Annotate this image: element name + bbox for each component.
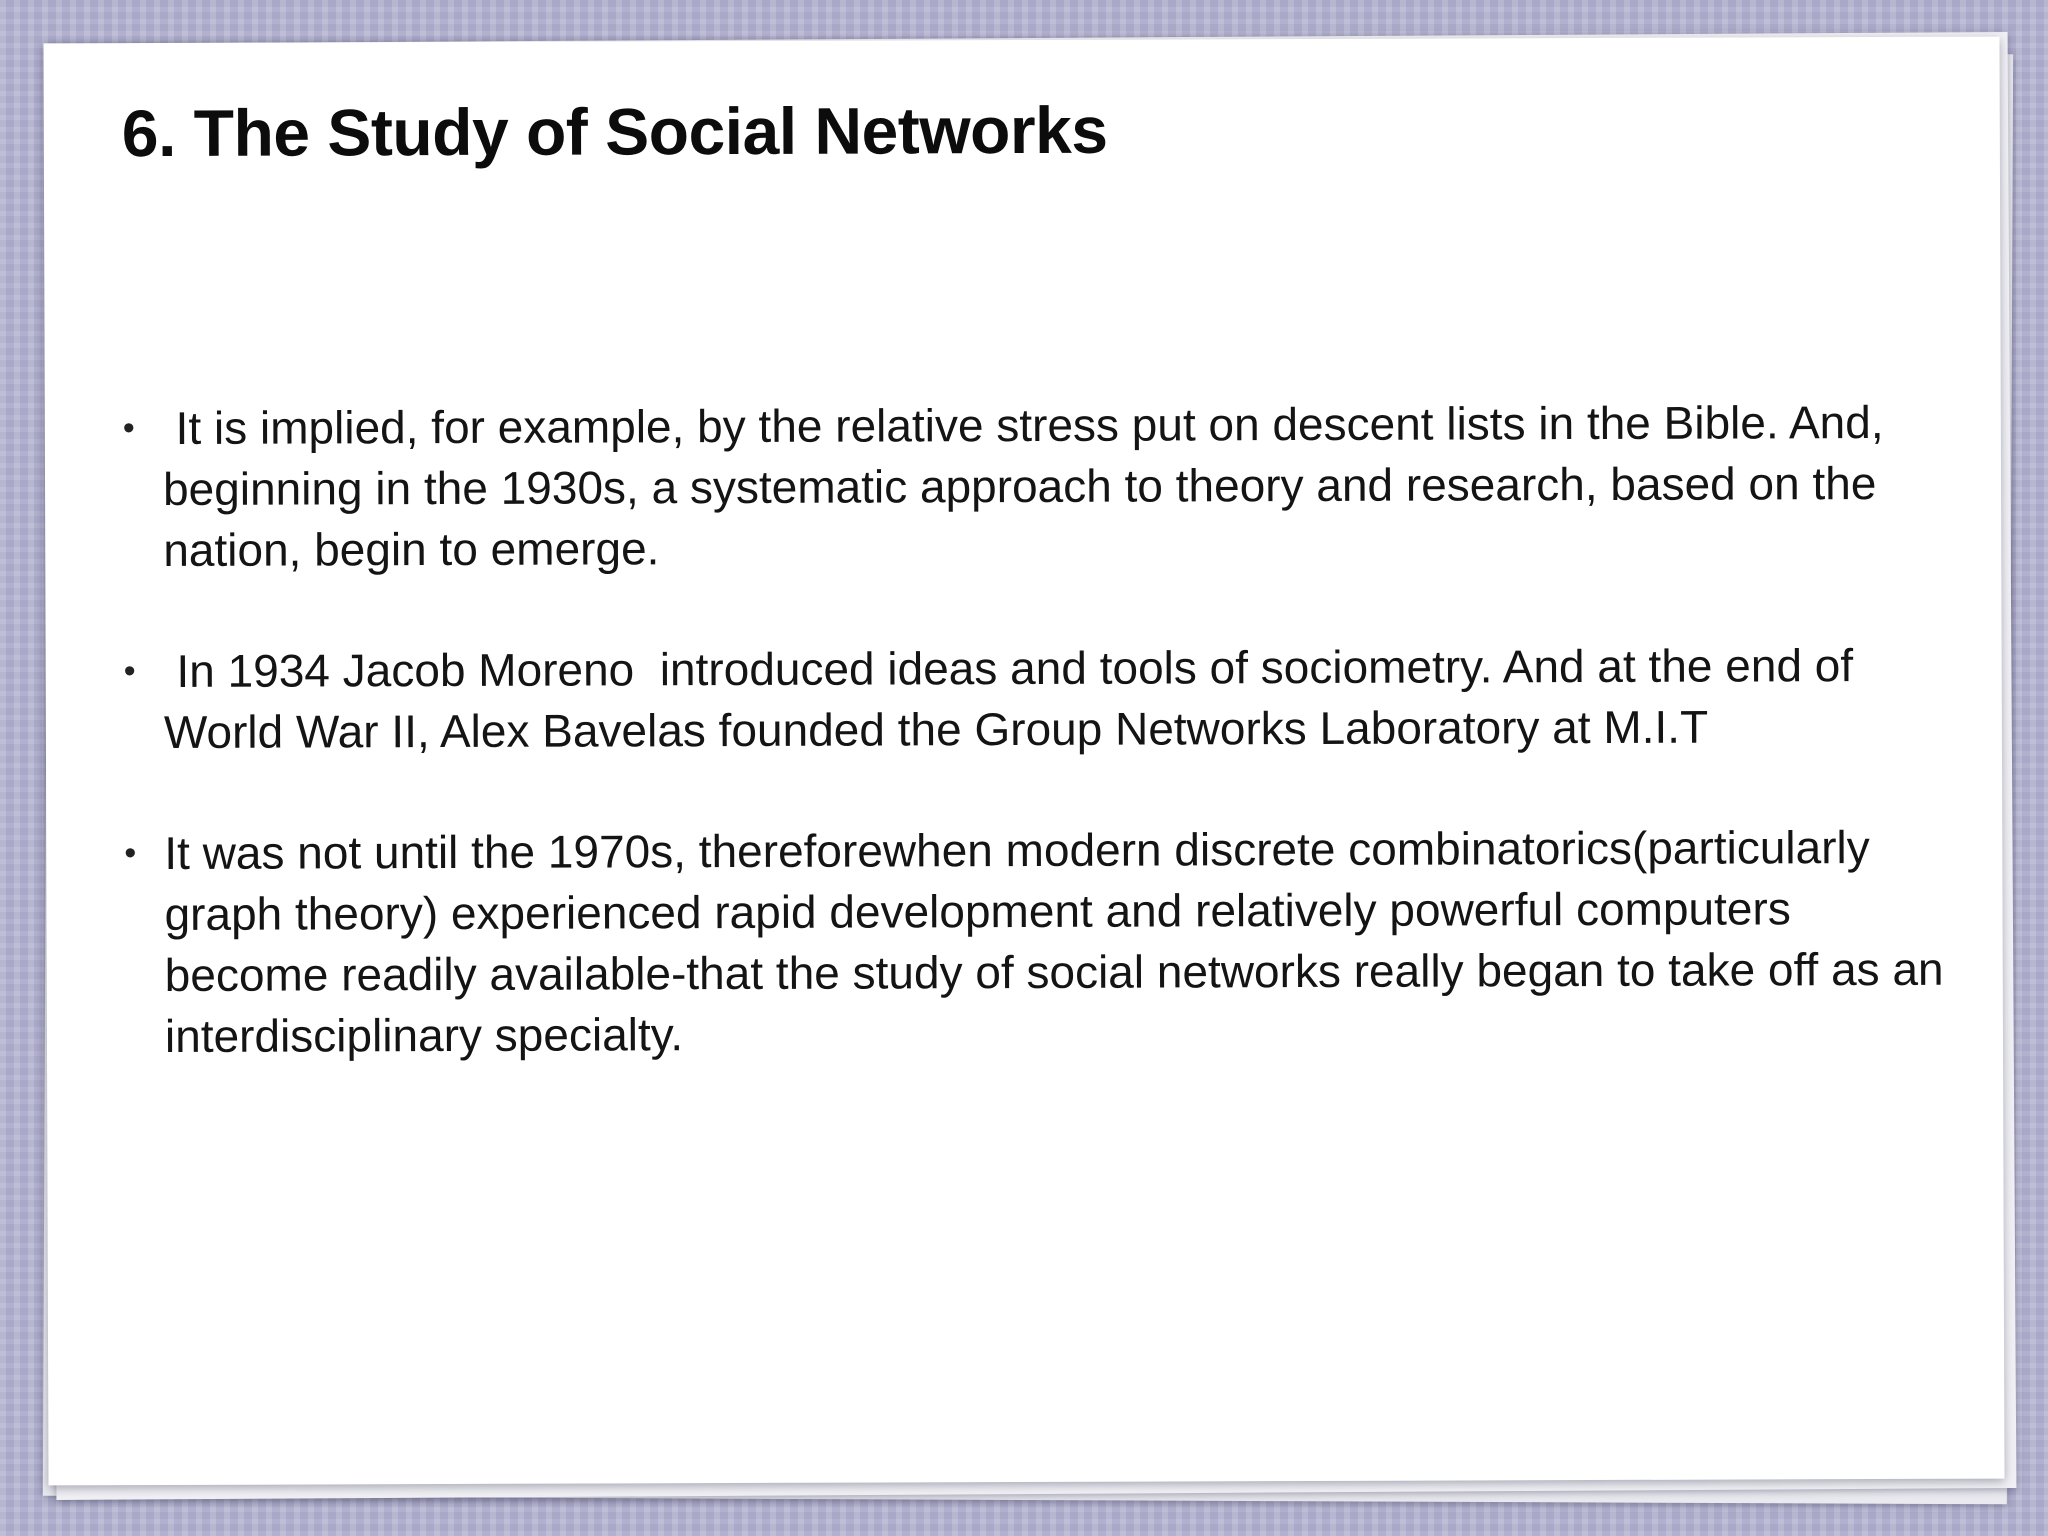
bullet-item-3 bbox=[124, 817, 1965, 1067]
bullet-list bbox=[123, 392, 1966, 1127]
slide-page bbox=[43, 37, 2004, 1486]
bullet-dot-icon: • bbox=[122, 409, 135, 448]
bullet-item-1 bbox=[123, 392, 1964, 581]
bullet-dot-icon: • bbox=[124, 834, 137, 873]
bullet-dot-icon: • bbox=[123, 652, 136, 691]
bullet-item-2 bbox=[124, 635, 1964, 763]
slide-title: 6. The Study of Social Networks bbox=[121, 92, 1108, 171]
bullet-text: In 1934 Jacob Moreno introduced ideas and tools of sociometry. And at the end of World War II, Alex Bavelas founded the Group Networks Laboratory at M.I.T bbox=[163, 639, 1866, 759]
bullet-text: It is implied, for example, by the relative stress put on descent lists in the Bible. And, beginning in the 1930s, a systematic approach to theory and research, based on the nation, begin to emerge. bbox=[162, 395, 1897, 577]
bullet-text: It was not until the 1970s, thereforewhen modern discrete combinatorics(particularly graph theory) experienced rapid development and relatively powerful computers become readily available-that the study of social networks really began to take off as an interdisciplinary specialty. bbox=[164, 821, 1957, 1063]
